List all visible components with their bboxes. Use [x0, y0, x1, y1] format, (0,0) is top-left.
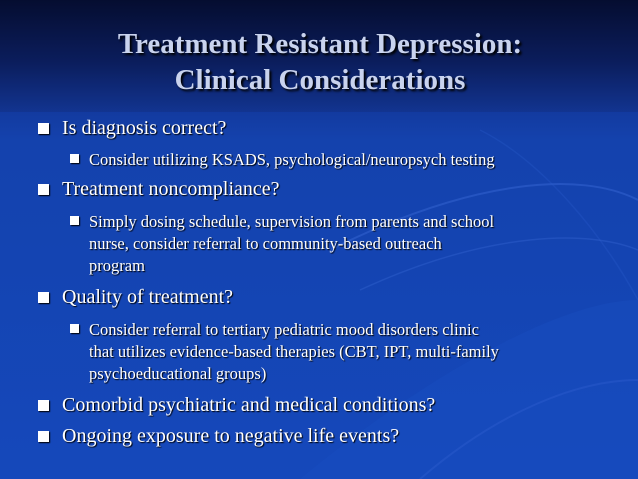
bullet-text: Quality of treatment?: [62, 286, 234, 308]
title-line-1: Treatment Resistant Depression:: [117, 28, 523, 60]
bullet-text: Is diagnosis correct?: [62, 117, 227, 139]
square-bullet-icon: [70, 154, 79, 163]
sub-bullet-text: Simply dosing schedule, supervision from parents and school: [89, 212, 495, 231]
sub-bullet-text: nurse, consider referral to community-based outreach: [89, 234, 442, 253]
sub-bullet-text: Consider referral to tertiary pediatric mood disorders clinic: [89, 320, 479, 339]
sub-bullet-text: Consider utilizing KSADS, psychological/neuropsych testing: [89, 150, 495, 169]
square-bullet-icon: [38, 292, 49, 303]
square-bullet-icon: [70, 324, 79, 333]
bullet-text: Comorbid psychiatric and medical conditions?: [62, 394, 436, 416]
sub-bullet-text: that utilizes evidence-based therapies (CBT, IPT, multi-family: [89, 342, 499, 361]
bullet-text: Treatment noncompliance?: [62, 178, 280, 200]
slide-title: [40, 26, 600, 98]
square-bullet-icon: [70, 216, 79, 225]
square-bullet-icon: [38, 400, 49, 411]
sub-bullet-text: psychoeducational groups): [89, 364, 267, 383]
square-bullet-icon: [38, 123, 49, 134]
title-line-2: Clinical Considerations: [174, 64, 466, 96]
bullet-text: Ongoing exposure to negative life events?: [62, 425, 400, 447]
sub-bullet-text: program: [89, 256, 145, 275]
square-bullet-icon: [38, 431, 49, 442]
square-bullet-icon: [38, 184, 49, 195]
